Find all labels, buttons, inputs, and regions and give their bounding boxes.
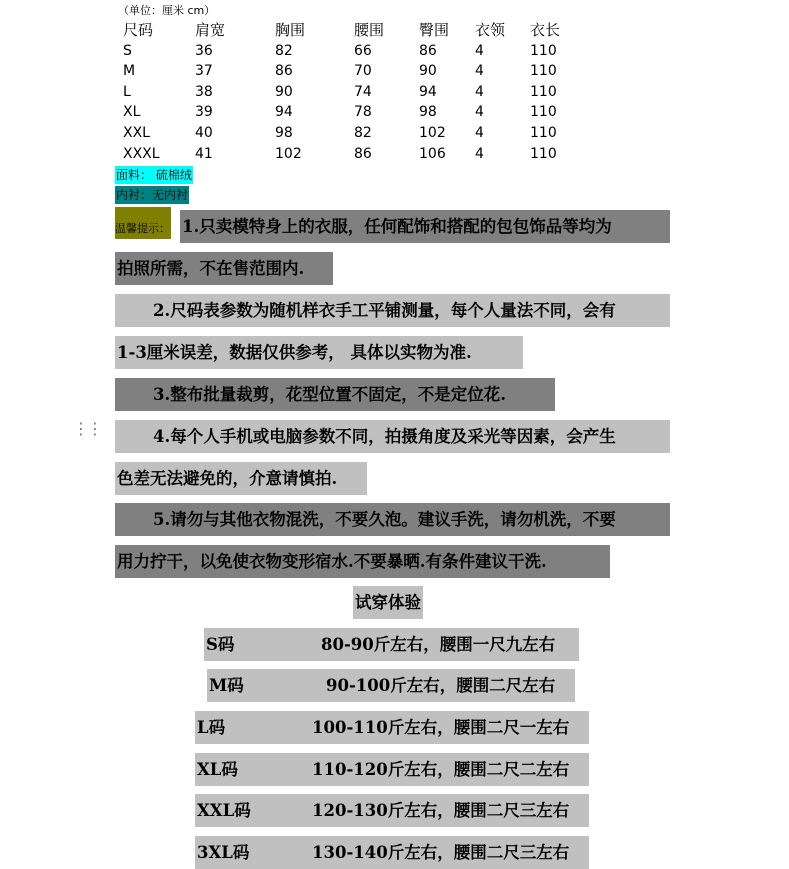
trial-desc: 110-120斤左右，腰围二尺二左右 [312,760,570,779]
table-cell: 110 [530,145,557,162]
table-cell: 78 [354,104,372,121]
trial-desc: 120-130斤左右，腰围二尺三左右 [312,801,570,820]
header-waist: 腰围 [354,21,385,39]
table-cell: 102 [275,145,302,162]
fabric-note: 面料： 硫棉绒 [116,168,192,182]
trial-size: M码 [209,676,244,695]
table-cell: 110 [530,83,557,100]
table-cell: 110 [530,104,557,121]
lining-note: 内衬：无内衬 [116,188,189,202]
table-cell: 102 [419,124,446,141]
table-cell: 90 [419,63,437,80]
tip-1-line-2: 拍照所需，不在售范围内. [115,252,333,285]
table-cell: 4 [475,124,484,141]
table-cell: 110 [530,63,557,80]
table-cell: 66 [354,42,372,59]
drag-handle-icon[interactable]: ⋮⋮ [73,419,101,438]
tip-2-line-2: 1-3厘米误差，数据仅供参考， 具体以实物为准. [115,336,523,369]
trial-size: S码 [206,635,235,654]
table-cell: 94 [419,83,437,100]
header-shoulder: 肩宽 [195,21,226,39]
table-cell: 86 [419,42,437,59]
trial-size: XL码 [197,760,238,779]
table-cell: 38 [195,83,213,100]
tips-label: 温馨提示： [115,207,171,239]
tip-2-line-1: 2.尺码表参数为随机样衣手工平铺测量，每个人量法不同，会有 [115,294,670,327]
trial-desc: 80-90斤左右，腰围一尺九左右 [321,635,556,654]
trial-row [195,836,589,869]
table-cell: 36 [195,42,213,59]
table-cell: XXXL [123,145,160,162]
table-cell: 90 [275,83,293,100]
table-cell: 86 [275,63,293,80]
trial-row [195,794,589,827]
table-cell: 94 [275,104,293,121]
table-cell: 41 [195,145,213,162]
table-cell: XL [123,104,141,121]
table-cell: S [123,42,132,59]
table-cell: 98 [419,104,437,121]
table-cell: 39 [195,104,213,121]
trial-row [204,628,579,661]
trial-size: XXL码 [197,801,251,820]
trial-size: L码 [197,718,226,737]
trial-desc: 90-100斤左右，腰围二尺左右 [326,676,556,695]
table-cell: 4 [475,145,484,162]
unit-note: （单位：厘米 cm） [118,4,216,17]
trial-desc: 100-110斤左右，腰围二尺一左右 [312,718,570,737]
tip-3: 3.整布批量裁剪，花型位置不固定，不是定位花. [115,378,555,411]
table-cell: 74 [354,83,372,100]
table-cell: 98 [275,124,293,141]
header-hip: 臀围 [419,21,450,39]
table-cell: 110 [530,124,557,141]
table-cell: M [123,63,136,80]
table-cell: 106 [419,145,446,162]
table-cell: 37 [195,63,213,80]
trial-title: 试穿体验 [353,586,423,619]
header-size: 尺码 [123,21,154,39]
header-chest: 胸围 [275,21,306,39]
table-cell: XXL [123,124,150,141]
tip-5-line-1: 5.请勿与其他衣物混洗，不要久泡。建议手洗，请勿机洗，不要 [115,503,670,536]
tip-4-line-2: 色差无法避免的，介意请慎拍. [115,462,367,495]
table-cell: 86 [354,145,372,162]
table-cell: 82 [354,124,372,141]
header-length: 衣长 [530,21,561,39]
table-cell: 4 [475,42,484,59]
tip-1-line-1: 1.只卖模特身上的衣服，任何配饰和搭配的包包饰品等均为 [180,210,670,243]
header-collar: 衣领 [475,21,506,39]
table-cell: 40 [195,124,213,141]
trial-size: 3XL码 [197,843,250,862]
tip-4-line-1: 4.每个人手机或电脑参数不同，拍摄角度及采光等因素，会产生 [115,420,670,453]
table-cell: 82 [275,42,293,59]
table-cell: 70 [354,63,372,80]
trial-row [195,753,589,786]
trial-desc: 130-140斤左右，腰围二尺三左右 [312,843,570,862]
tip-5-line-2: 用力拧干，以免使衣物变形宿水.不要暴晒.有条件建议干洗. [115,545,610,578]
table-cell: 4 [475,104,484,121]
table-cell: L [123,83,131,100]
table-cell: 110 [530,42,557,59]
trial-row [207,669,575,702]
table-cell: 4 [475,83,484,100]
table-cell: 4 [475,63,484,80]
trial-row [195,711,589,744]
